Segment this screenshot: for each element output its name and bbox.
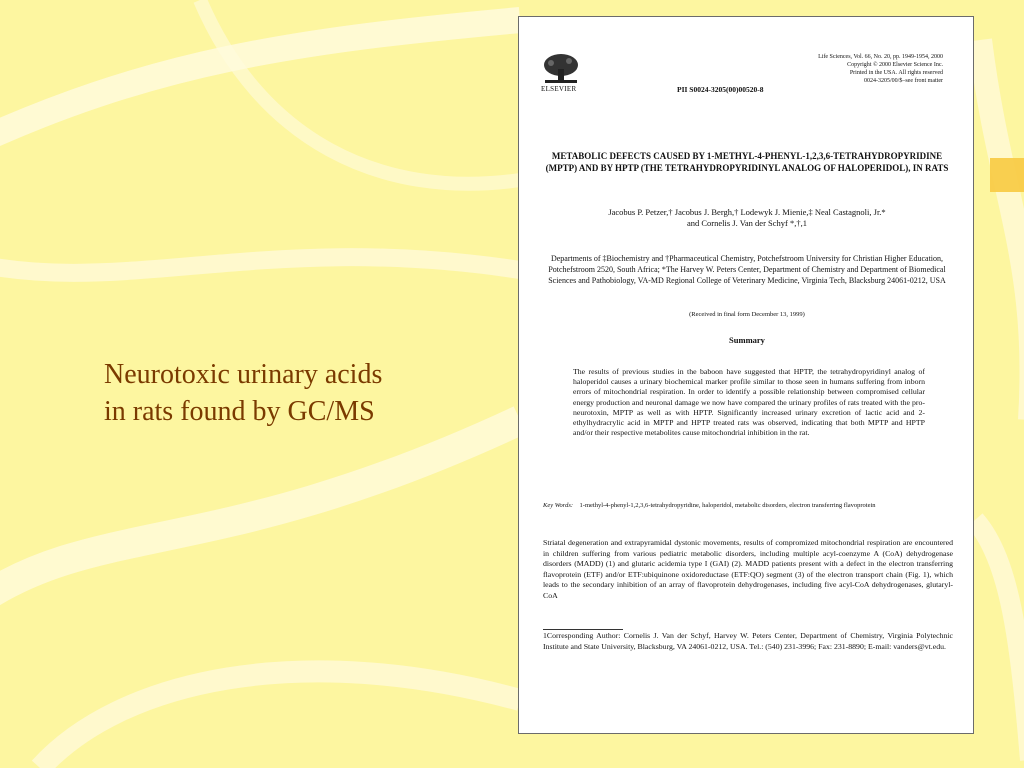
keywords-label: Key Words: bbox=[543, 502, 574, 509]
journal-info bbox=[818, 53, 943, 85]
slide-caption bbox=[104, 356, 484, 430]
caption-line-1: Neurotoxic urinary acids bbox=[104, 359, 383, 390]
journal-line: Printed in the USA. All rights reserved bbox=[849, 70, 943, 76]
keywords-text: 1-methyl-4-phenyl-1,2,3,6-tetrahydropyridine, haloperidol, metabolic disorders, electron transferring flavoprotein bbox=[579, 502, 876, 509]
keywords bbox=[543, 501, 953, 510]
footnote-divider bbox=[543, 629, 623, 630]
summary-heading: Summary bbox=[729, 335, 765, 345]
footnote: 1Corresponding Author: Cornelis J. Van der Schyf, Harvey W. Peters Center, Department of Chemistry, Virginia Polytechnic Institute and State University, Blacksburg, VA 24061-0212, USA. Tel.: (540) 231-3996; Fax: 231-8890; E-mail: vanders@vt.edu. bbox=[543, 631, 953, 651]
authors-line-2: and Cornelis J. Van der Schyf *,†,1 bbox=[686, 218, 807, 228]
body-paragraph: Striatal degeneration and extrapyramidal dystonic movements, results of compromized mitochondrial respiration are encountered in children suffering from various pediatric metabolic disorders, including multiple acyl-coenzyme A (CoA) dehydrogenase disorders (MADD) (1) and glutaric acidemia type I (GAI) (2). MADD patients present with a defect in the electron transferring flavoprotein (ETF) and/or ETF:ubiquinone oxidoreductase (ETF:QO) segment (3) of the electron transport chain (Fig. 1), which leads to the secondary inhibition of an array of flavoprotein dehydrogenases, including five acyl-CoA dehydrogenases, glutaryl-CoA bbox=[543, 538, 953, 600]
abstract-text: The results of previous studies in the baboon have suggested that HPTP, the tetrahydropyridinyl analog of haloperidol causes a urinary biochemical marker profile similar to those seen in humans suffering from inborn errors of mitochondrial respiration. In order to identify a possible relationship between compromised cellular energy production and neuronal damage we now have compared the urinary profiles of rats treated with the pro-neurotoxin, MPTP as well as with HPTP. Significantly increased urinary excretion of lactic acid and 2-ethylhydracrylic acid in MPTP and HPTP treated rats was observed, indicating that both MPTP and HPTP and/or their respective metabolites cause mitochondrial inhibition in the rat. bbox=[573, 367, 925, 438]
affiliations: Departments of ‡Biochemistry and †Pharmaceutical Chemistry, Potchefstroom University for Christian Higher Education, Potchefstroom 2520, South Africa; *The Harvey W. Peters Center, Department of Chemistry and Department of Biomedical Sciences and Pathobiology, VA-MD Regional College of Veterinary Medicine, Virginia Tech, Blacksburg 24061-0212, USA bbox=[548, 254, 946, 285]
caption-line-2: in rats found by GC/MS bbox=[104, 396, 375, 427]
paper-title: METABOLIC DEFECTS CAUSED BY 1-METHYL-4-PHENYL-1,2,3,6-TETRAHYDROPYRIDINE (MPTP) AND BY HPTP (THE TETRAHYDROPYRIDINYL ANALOG OF HALOPERIDOL), IN RATS bbox=[545, 151, 949, 173]
journal-line: Copyright © 2000 Elsevier Science Inc. bbox=[847, 62, 943, 68]
journal-line: Life Sciences, Vol. 66, No. 20, pp. 1949-1954, 2000 bbox=[818, 54, 943, 60]
pii-identifier: PII S0024-3205(00)00520-8 bbox=[677, 85, 764, 94]
publisher-name: ELSEVIER bbox=[541, 85, 577, 93]
author-list bbox=[539, 207, 955, 229]
authors-line-1: Jacobus P. Petzer,† Jacobus J. Bergh,† Lodewyk J. Mienie,‡ Neal Castagnoli, Jr.* bbox=[608, 207, 886, 217]
journal-line: 0024-3205/00/$–see front matter bbox=[864, 78, 943, 84]
paper-page bbox=[518, 16, 974, 734]
received-date: (Received in final form December 13, 1999) bbox=[689, 311, 805, 318]
